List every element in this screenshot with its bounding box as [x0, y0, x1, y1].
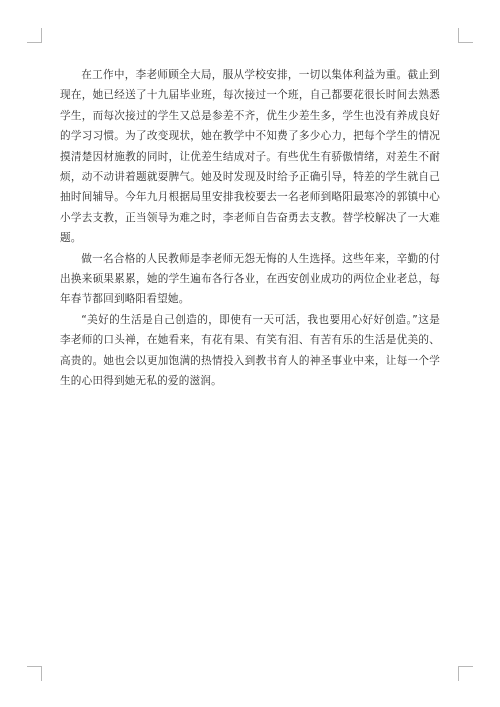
paragraph-1: 在工作中，李老师顾全大局，服从学校安排，一切以集体利益为重。截止到现在，她已经送了十九届毕业班，每次接过一个班，自己都要花很长时间去熟悉学生，而每次接过的学生又总是参差不齐，优生少差生多，学生也没有养成良好的学习习惯。为了改变现状，她在教学中不知费了多少心力，把每个学生的情况摸清楚因材施教的同时，让优差生结成对子。有些优生有骄傲情绪，对差生不耐烦，动不动讲着题就耍脾气。她及时发现及时给予正确引导，特差的学生就自己抽时间辅导。今年九月根据局里安排我校要去一名老师到略阳最寒冷的郭镇中心小学去支教，正当领导为难之时，李老师自告奋勇去支教。替学校解决了一大难题。 — [60, 69, 440, 245]
crop-mark-bottom-left — [27, 666, 42, 681]
crop-mark-top-left — [27, 28, 42, 43]
document-body — [60, 65, 440, 392]
paragraph-3: “美好的生活是自己创造的，即使有一天可活，我也要用心好好创造。”这是李老师的口头禅，在她看来，有花有果、有笑有泪、有苦有乐的生活是优美的、高贵的。她也会以更加饱满的热情投入到教书育人的神圣事业中来，让每一个学生的心田得到她无私的爱的滋润。 — [60, 313, 440, 388]
paragraph-2: 做一名合格的人民教师是李老师无怨无悔的人生选择。这些年来，辛勤的付出换来硕果累累，她的学生遍布各行各业，在西安创业成功的两位企业老总，每年春节都回到略阳看望她。 — [60, 252, 440, 306]
crop-mark-bottom-right — [458, 666, 473, 681]
crop-mark-top-right — [458, 28, 473, 43]
